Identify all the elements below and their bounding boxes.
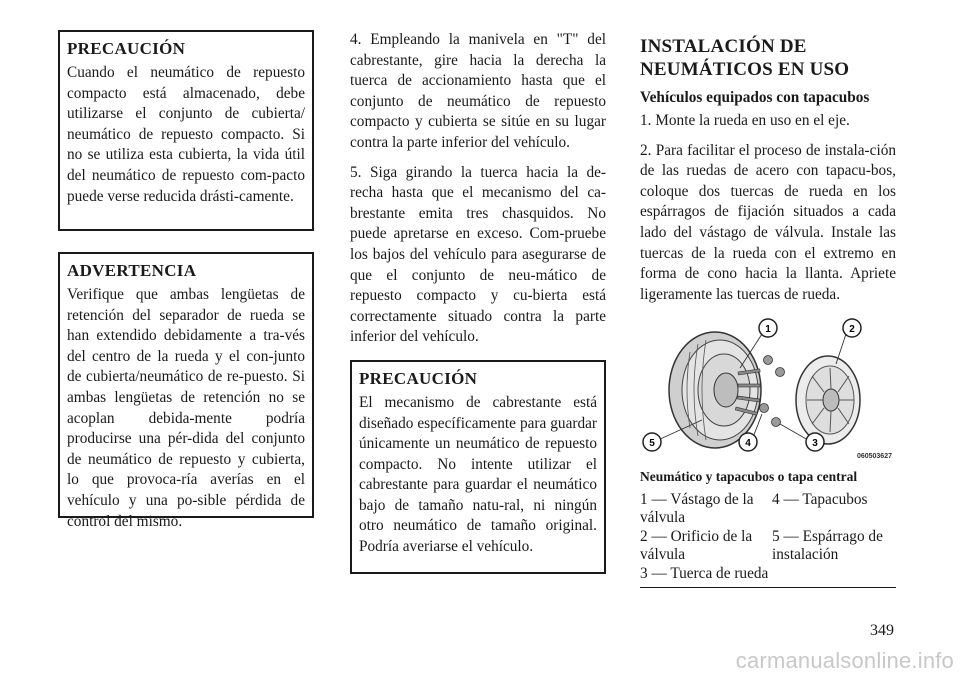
caution-text: El mecanismo de cabrestante está diseñado específicamente para guardar únicamente un neumático de repuesto compacto. No intente utilizar el cabrestante para guardar el neumático bajo de tamaño natu-ral, ni ningún otro neumático de tamaño original. Podría averiarse el vehículo. bbox=[359, 393, 597, 556]
caution-box-winch bbox=[350, 360, 606, 574]
step-2-paragraph: 2. Para facilitar el proceso de instala-ción de las ruedas de acero con tapacu-bos, coloque dos tuercas de rueda en los espárragos de fijación situados a cada lado del vástago de válvula. Instale las tuercas de la rueda con el extremo en forma de cono hacia la llanta. Apriete ligeramente las tuercas de rueda. bbox=[640, 141, 896, 303]
section-title: INSTALACIÓN DE NEUMÁTICOS EN USO bbox=[640, 36, 850, 80]
callout-1-label: 1 bbox=[765, 324, 771, 336]
legend-item: 5 — Espárrago de instalación bbox=[772, 528, 883, 564]
section-subtitle: Vehículos equipados con tapacubos bbox=[640, 89, 870, 106]
caution-text: Cuando el neumático de repuesto compacto está almacenado, debe utilizarse el conjunto de cubierta/ neumático de repuesto compacto. Si no se utiliza esta cubierta, la vida útil del neumático de repuesto com-pacto puede verse reducida drásti-camente. bbox=[67, 64, 305, 205]
caution-title: PRECAUCIÓN bbox=[67, 39, 186, 58]
column-middle bbox=[350, 30, 606, 574]
caution-title: PRECAUCIÓN bbox=[359, 368, 478, 388]
tire-hubcap-figure bbox=[640, 312, 896, 462]
section-divider bbox=[640, 587, 896, 588]
step-5-paragraph: 5. Siga girando la tuerca hacia la de-recha hasta que el mecanismo del ca-brestante emita tres chasquidos. No puede apretarse en exceso. Com-pruebe los bajos del vehículo para asegurarse de que el conjunto de neu-mático de repuesto compacto y cu-bierta está correctamente situado contra la parte inferior del vehículo. bbox=[350, 163, 606, 346]
column-right bbox=[640, 30, 896, 588]
caution-box-spare-cover bbox=[58, 30, 314, 231]
callout-2-label: 2 bbox=[849, 324, 855, 336]
step-4-paragraph: 4. Empleando la manivela en "T" del cabrestante, gire hacia la derecha la tuerca de accionamiento hasta que el conjunto de neumático de repuesto compacto y cubierta se sitúe en su lugar contra la parte inferior del vehículo. bbox=[350, 31, 606, 151]
tire-hubcap-illustration bbox=[640, 312, 896, 462]
legend-item: 2 — Orificio de la válvula bbox=[640, 528, 753, 564]
figure-legend bbox=[640, 491, 896, 584]
legend-item: 1 — Vástago de la válvula bbox=[640, 491, 754, 527]
legend-item: 3 — Tuerca de rueda bbox=[640, 565, 769, 583]
warning-text: Verifique que ambas lengüetas de retención del separador de rueda se han extendido debidamente a tra-vés del centro de la rueda y el con-junto de cubierta/neumático de re-puesto. Si ambas lengüetas de retención no se acoplan debida-mente podría producirse una pér-dida del conjunto de neumático de repuesto y cubierta, lo que provoca-ría averías en el vehículo y una po-sible pérdida de control del mismo. bbox=[67, 286, 305, 530]
callout-4-label: 4 bbox=[745, 438, 751, 450]
callout-5-label: 5 bbox=[649, 438, 655, 450]
page-number: 349 bbox=[870, 622, 894, 639]
warning-title: ADVERTENCIA bbox=[67, 261, 197, 280]
watermark: carmanualsonline.info bbox=[735, 648, 954, 673]
step-1-paragraph: 1. Monte la rueda en uso en el eje. bbox=[640, 112, 850, 129]
legend-item: 4 — Tapacubos bbox=[772, 491, 868, 509]
warning-box-retention-tabs bbox=[58, 252, 314, 530]
callout-3-label: 3 bbox=[812, 438, 818, 450]
column-left bbox=[58, 30, 314, 530]
figure-code: 060503627 bbox=[856, 453, 892, 461]
figure-caption: Neumático y tapacubos o tapa central bbox=[640, 469, 858, 485]
